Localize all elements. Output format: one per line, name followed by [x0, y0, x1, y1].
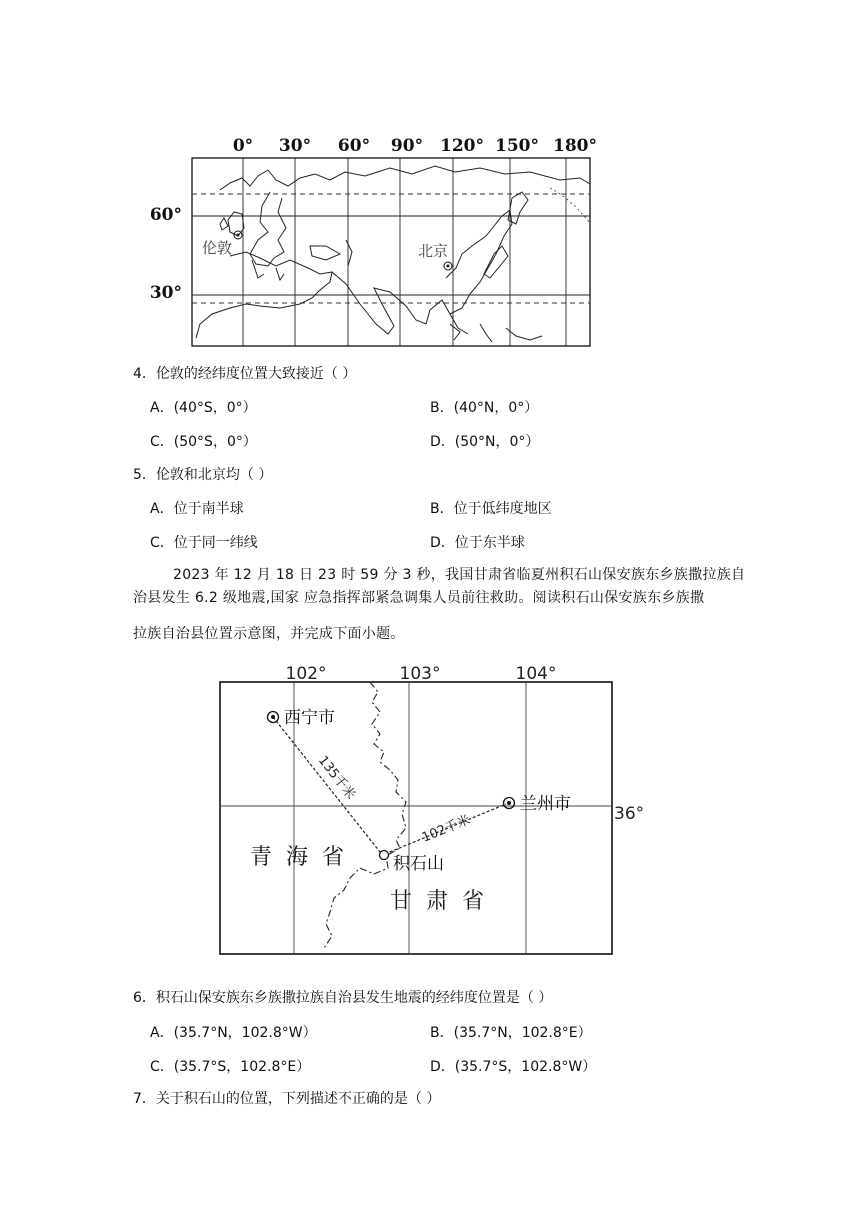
lon-label-90: 90°: [390, 136, 424, 156]
q5-option-d[interactable]: D．位于东半球: [430, 535, 525, 551]
lon-label-103: 103°: [399, 664, 441, 684]
lat-label-60: 60°: [150, 205, 182, 225]
xining-label: 西宁市: [284, 708, 335, 728]
intro-line-1: 2023 年 12 月 18 日 23 时 59 分 3 秒，我国甘肃省临夏州积石山保安族东乡族撒拉族自: [173, 567, 746, 583]
jishishan-label: 积石山: [393, 854, 444, 874]
lon-label-102: 102°: [285, 664, 327, 684]
lon-label-104: 104°: [515, 664, 557, 684]
lanzhou-label: 兰州市: [520, 794, 571, 814]
q4-option-a[interactable]: A．(40°S，0°）: [150, 400, 257, 416]
coastlines: [196, 166, 590, 342]
lon-label-60: 60°: [337, 136, 371, 156]
q6-option-c[interactable]: C．(35.7°S，102.8°E）: [150, 1059, 311, 1075]
lanzhou-distance-label: 102千米: [419, 812, 473, 846]
lon-label-180: 180°: [553, 136, 597, 156]
question-6: 6．积石山保安族东乡族撒拉族自治县发生地震的经纬度位置是（ ）: [133, 990, 553, 1006]
beijing-label: 北京: [418, 242, 449, 260]
xining-distance-label: 135千米: [314, 753, 358, 803]
q4-option-c[interactable]: C．(50°S，0°）: [150, 434, 257, 450]
lat-label-30: 30°: [150, 283, 182, 303]
question-5: 5．伦敦和北京均（ ）: [133, 467, 273, 483]
question-7: 7．关于积石山的位置，下列描述不正确的是（ ）: [133, 1091, 441, 1107]
q6-option-d[interactable]: D．(35.7°S，102.8°W）: [430, 1059, 597, 1075]
london-label: 伦敦: [202, 239, 233, 257]
q4-option-d[interactable]: D．(50°N，0°）: [430, 434, 540, 450]
eurasia-map: [150, 128, 610, 350]
qinghai-label: 青 海 省: [250, 845, 344, 870]
lat-label-36: 36°: [614, 804, 645, 824]
distance-lines: [273, 717, 506, 854]
q5-option-b[interactable]: B．位于低纬度地区: [430, 501, 552, 517]
q6-option-b[interactable]: B．(35.7°N，102.8°E）: [430, 1025, 592, 1041]
dashed-parallels: [192, 194, 590, 303]
intro-line-3: 拉族自治县位置示意图，并完成下面小题。: [133, 626, 405, 642]
jishishan-marker: [380, 851, 389, 860]
q5-option-a[interactable]: A．位于南半球: [150, 501, 244, 517]
q6-option-a[interactable]: A．(35.7°N，102.8°W）: [150, 1025, 317, 1041]
lon-label-150: 150°: [495, 136, 539, 156]
lon-label-120: 120°: [440, 136, 484, 156]
q4-option-b[interactable]: B．(40°N，0°）: [430, 400, 539, 416]
lon-label-30: 30°: [278, 136, 312, 156]
question-4: 4．伦敦的经纬度位置大致接近（ ）: [133, 366, 357, 382]
jishishan-location-map: [210, 662, 650, 962]
arctic-dotted: [550, 188, 590, 223]
gansu-label: 甘 肃 省: [390, 889, 484, 914]
q5-option-c[interactable]: C．位于同一纬线: [150, 535, 258, 551]
lon-label-0: 0°: [232, 136, 254, 156]
intro-line-2: 治县发生 6.2 级地震,国家 应急指挥部紧急调集人员前往救助。阅读积石山保安族东乡族撒: [133, 590, 705, 606]
